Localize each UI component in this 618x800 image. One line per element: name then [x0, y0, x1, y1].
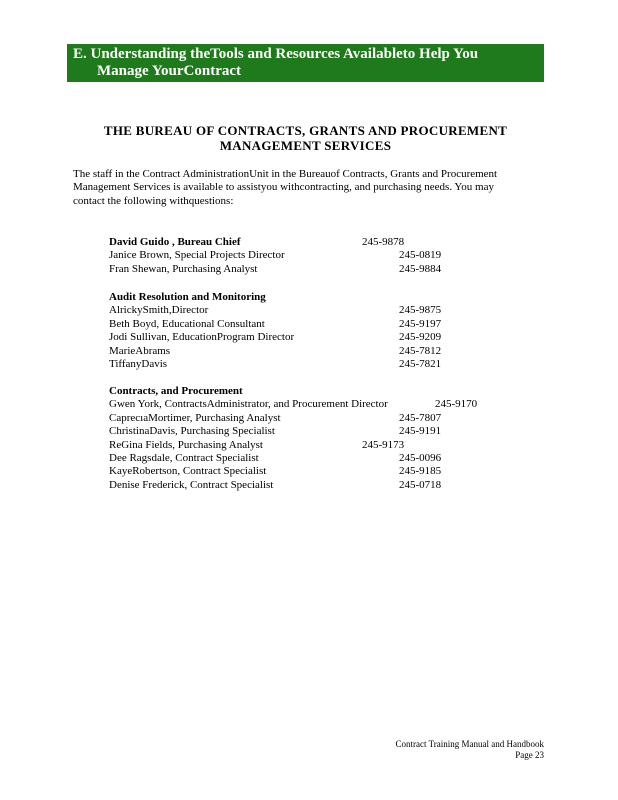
contact-row	[109, 358, 529, 371]
page-footer	[350, 739, 544, 761]
group-title: Contracts, and Procurement	[109, 385, 243, 397]
footer-manual-title: Contract Training Manual and Handbook	[395, 739, 544, 749]
contact-phone: 245-9173	[362, 438, 405, 451]
contact-row	[109, 345, 529, 358]
contact-phone: 245-9878	[362, 236, 405, 248]
contact-row	[109, 465, 529, 478]
contact-name: Dee Ragsdale, Contract Specialist	[109, 451, 259, 464]
contact-name: Denise Frederick, Contract Specialist	[109, 478, 274, 491]
contact-group-leadership	[109, 236, 529, 276]
contact-phone: 245-0718	[399, 478, 442, 491]
contact-name: TiffanyDavis	[109, 357, 168, 370]
contact-name: Jodi Sullivan, EducationProgram Director	[109, 331, 295, 344]
group-title: Audit Resolution and Monitoring	[109, 291, 266, 303]
contact-row	[109, 452, 529, 465]
intro-line-3: contact the following withquestions:	[73, 194, 234, 207]
contact-row	[109, 263, 529, 276]
intro-paragraph	[73, 168, 553, 208]
contact-row	[109, 318, 529, 331]
contact-group-audit	[109, 291, 529, 371]
contact-name: Janice Brown, Special Projects Director	[109, 249, 285, 262]
contact-group-contracts	[109, 385, 529, 492]
contact-row	[109, 412, 529, 425]
contact-name: Fran Shewan, Purchasing Analyst	[109, 262, 258, 275]
contact-name: Gwen York, ContractsAdministrator, and Procurement Director	[109, 398, 388, 411]
bureau-heading-line-1: THE BUREAU OF CONTRACTS, GRANTS AND PROCUREMENT	[103, 123, 508, 138]
banner-title-line-2: Manage YourContract	[97, 63, 242, 79]
contact-row	[109, 331, 529, 344]
contact-phone: 245-9191	[399, 425, 442, 438]
contact-phone: 245-7812	[399, 344, 442, 357]
contact-row	[109, 398, 529, 411]
contact-phone: 245-9185	[399, 465, 442, 478]
contact-name: AlrickySmith,Director	[109, 304, 209, 317]
contact-phone: 245-9197	[399, 317, 442, 330]
contact-name: KayeRobertson, Contract Specialist	[109, 465, 267, 478]
contact-row	[109, 249, 529, 262]
intro-line-1: The staff in the Contract AdministrationUnit in the Bureauof Contracts, Grants and Procurement	[73, 168, 498, 180]
contact-row	[109, 236, 529, 249]
contact-name: David Guido , Bureau Chief	[109, 236, 241, 248]
contact-phone: 245-9884	[399, 262, 442, 275]
contact-phone: 245-9170	[435, 398, 478, 411]
contact-row	[109, 425, 529, 438]
contact-phone: 245-7821	[399, 357, 442, 370]
contact-phone: 245-9209	[399, 331, 442, 344]
contact-name: Beth Boyd, Educational Consultant	[109, 317, 265, 330]
contact-name: ReGina Fields, Purchasing Analyst	[109, 438, 263, 451]
contact-row	[109, 304, 529, 317]
section-banner	[67, 44, 544, 82]
bureau-heading-line-2: MANAGEMENT SERVICES	[219, 138, 392, 153]
contact-phone: 245-7807	[399, 411, 442, 424]
contact-name: MarieAbrams	[109, 344, 171, 357]
contact-row	[109, 439, 529, 452]
contact-name: CaprecıaMortimer, Purchasing Analyst	[109, 411, 281, 424]
intro-line-2: Management Services is available to assistyou withcontracting, and purchasing needs. You may	[73, 181, 494, 194]
contact-row	[109, 479, 529, 492]
contact-phone: 245-0096	[399, 451, 442, 464]
banner-title-line-1: E. Understanding theTools and Resources Availableto Help You	[73, 46, 479, 62]
contact-phone: 245-0819	[399, 249, 442, 262]
contact-phone: 245-9875	[399, 304, 442, 317]
contact-name: ChristinaDavis, Purchasing Specialist	[109, 425, 275, 438]
bureau-heading	[67, 123, 544, 153]
page-number: Page 23	[515, 750, 544, 760]
